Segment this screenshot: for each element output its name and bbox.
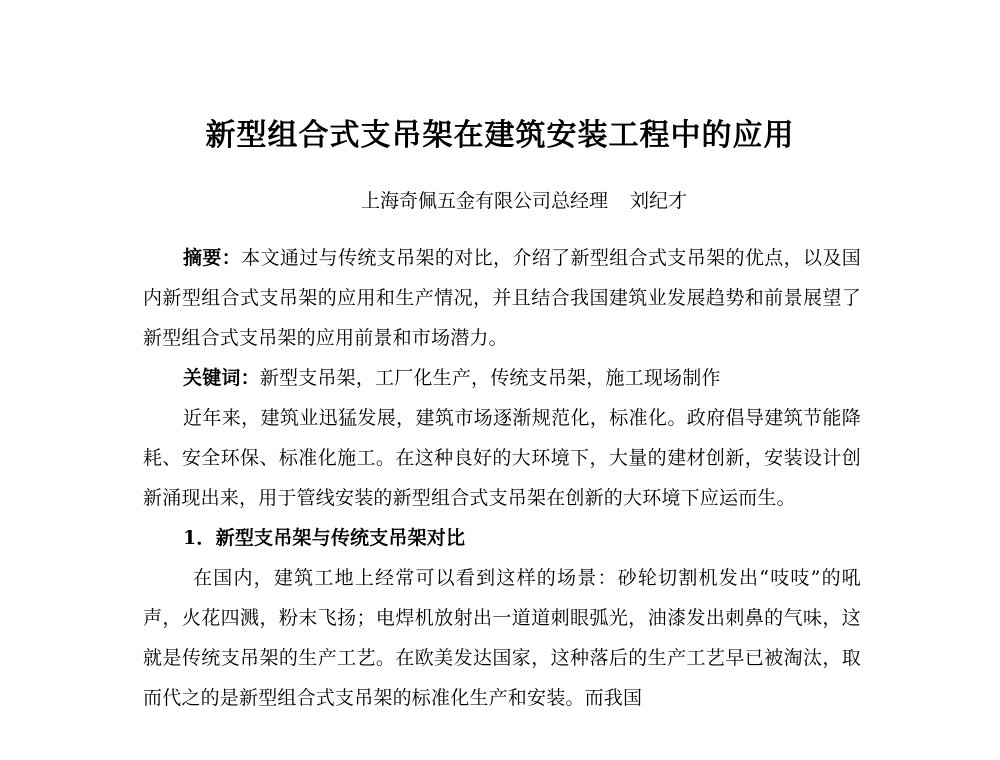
- keywords-paragraph: [143, 358, 861, 398]
- document-body: [143, 238, 861, 718]
- intro-paragraph: 近年来，建筑业迅猛发展，建筑市场逐渐规范化，标准化。政府倡导建筑节能降耗、安全环保、标准化施工。在这种良好的大环境下，大量的建材创新，安装设计创新涌现出来，用于管线安装的新型组合式支吊架在创新的大环境下应运而生。: [143, 407, 861, 509]
- section-1-heading: 1．新型支吊架与传统支吊架对比: [183, 527, 466, 549]
- section-1-paragraph: 在国内，建筑工地上经常可以看到这样的场景：砂轮切割机发出“吱吱”的吼声，火花四溅，粉末飞扬；电焊机放射出一道道刺眼弧光，油漆发出刺鼻的气味，这就是传统支吊架的生产工艺。在欧美发达国家，这种落后的生产工艺早已被淘汰，取而代之的是新型组合式支吊架的标准化生产和安装。而我国: [143, 567, 861, 709]
- keywords-text: 新型支吊架，工厂化生产，传统支吊架，施工现场制作: [259, 367, 721, 389]
- author-line: [0, 184, 1000, 218]
- abstract-text: 本文通过与传统支吊架的对比，介绍了新型组合式支吊架的优点，以及国内新型组合式支吊架的应用和生产情况，并且结合我国建筑业发展趋势和前景展望了新型组合式支吊架的应用前景和市场潜力。: [143, 247, 861, 349]
- author-affiliation: 上海奇佩五金有限公司总经理: [360, 190, 608, 212]
- author-name: 刘纪才: [630, 190, 688, 212]
- abstract-label: 摘要：: [183, 247, 242, 269]
- document-title: 新型组合式支吊架在建筑安装工程中的应用: [205, 118, 795, 153]
- abstract-paragraph: [143, 238, 861, 358]
- keywords-label: 关键词：: [183, 367, 260, 389]
